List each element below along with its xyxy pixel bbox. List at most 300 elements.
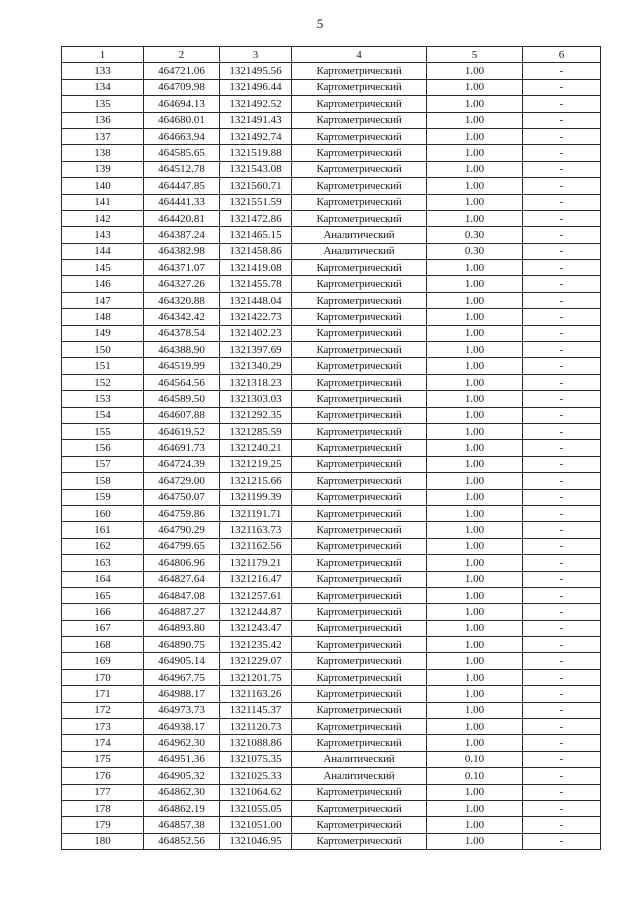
accuracy-cell: 1.00 — [427, 620, 523, 636]
accuracy-cell: 0.10 — [427, 768, 523, 784]
y-coordinate-cell: 1321088.86 — [220, 735, 292, 751]
method-cell: Аналитический — [292, 243, 427, 259]
note-cell: - — [523, 637, 601, 653]
point-number-cell: 152 — [62, 374, 144, 390]
point-number-cell: 166 — [62, 604, 144, 620]
accuracy-cell: 1.00 — [427, 456, 523, 472]
table-row — [62, 522, 601, 538]
method-cell: Картометрический — [292, 489, 427, 505]
method-cell: Картометрический — [292, 63, 427, 79]
accuracy-cell: 0.10 — [427, 751, 523, 767]
point-number-cell: 140 — [62, 178, 144, 194]
table-row — [62, 653, 601, 669]
x-coordinate-cell: 464388.90 — [144, 342, 220, 358]
point-number-cell: 156 — [62, 440, 144, 456]
point-number-cell: 171 — [62, 686, 144, 702]
method-cell: Картометрический — [292, 423, 427, 439]
x-coordinate-cell: 464694.13 — [144, 96, 220, 112]
y-coordinate-cell: 1321292.35 — [220, 407, 292, 423]
table-row — [62, 128, 601, 144]
note-cell: - — [523, 735, 601, 751]
note-cell: - — [523, 194, 601, 210]
x-coordinate-cell: 464564.56 — [144, 374, 220, 390]
accuracy-cell: 1.00 — [427, 423, 523, 439]
note-cell: - — [523, 440, 601, 456]
point-number-cell: 168 — [62, 637, 144, 653]
point-number-cell: 158 — [62, 473, 144, 489]
table-row — [62, 784, 601, 800]
note-cell: - — [523, 620, 601, 636]
y-coordinate-cell: 1321257.61 — [220, 587, 292, 603]
method-cell: Картометрический — [292, 194, 427, 210]
x-coordinate-cell: 464585.65 — [144, 145, 220, 161]
column-header-2: 2 — [144, 47, 220, 63]
method-cell: Картометрический — [292, 653, 427, 669]
method-cell: Картометрический — [292, 637, 427, 653]
x-coordinate-cell: 464327.26 — [144, 276, 220, 292]
note-cell: - — [523, 768, 601, 784]
x-coordinate-cell: 464750.07 — [144, 489, 220, 505]
accuracy-cell: 1.00 — [427, 735, 523, 751]
accuracy-cell: 1.00 — [427, 145, 523, 161]
accuracy-cell: 1.00 — [427, 96, 523, 112]
accuracy-cell: 1.00 — [427, 538, 523, 554]
method-cell: Картометрический — [292, 719, 427, 735]
method-cell: Картометрический — [292, 784, 427, 800]
y-coordinate-cell: 1321455.78 — [220, 276, 292, 292]
table-row — [62, 407, 601, 423]
point-number-cell: 146 — [62, 276, 144, 292]
point-number-cell: 142 — [62, 210, 144, 226]
point-number-cell: 133 — [62, 63, 144, 79]
y-coordinate-cell: 1321215.66 — [220, 473, 292, 489]
column-header-1: 1 — [62, 47, 144, 63]
table-row — [62, 292, 601, 308]
coordinates-table — [61, 46, 601, 850]
x-coordinate-cell: 464890.75 — [144, 637, 220, 653]
table-row — [62, 702, 601, 718]
y-coordinate-cell: 1321491.43 — [220, 112, 292, 128]
y-coordinate-cell: 1321472.86 — [220, 210, 292, 226]
note-cell: - — [523, 489, 601, 505]
x-coordinate-cell: 464663.94 — [144, 128, 220, 144]
page-number: 5 — [316, 16, 324, 31]
accuracy-cell: 1.00 — [427, 210, 523, 226]
table-row — [62, 112, 601, 128]
accuracy-cell: 1.00 — [427, 505, 523, 521]
y-coordinate-cell: 1321551.59 — [220, 194, 292, 210]
point-number-cell: 153 — [62, 391, 144, 407]
note-cell: - — [523, 833, 601, 849]
note-cell: - — [523, 342, 601, 358]
accuracy-cell: 1.00 — [427, 391, 523, 407]
x-coordinate-cell: 464589.50 — [144, 391, 220, 407]
table-row — [62, 276, 601, 292]
y-coordinate-cell: 1321492.52 — [220, 96, 292, 112]
point-number-cell: 175 — [62, 751, 144, 767]
table-row — [62, 735, 601, 751]
method-cell: Картометрический — [292, 833, 427, 849]
table-row — [62, 145, 601, 161]
method-cell: Картометрический — [292, 505, 427, 521]
note-cell: - — [523, 423, 601, 439]
x-coordinate-cell: 464378.54 — [144, 325, 220, 341]
y-coordinate-cell: 1321318.23 — [220, 374, 292, 390]
table-row — [62, 309, 601, 325]
table-row — [62, 686, 601, 702]
accuracy-cell: 0.30 — [427, 243, 523, 259]
x-coordinate-cell: 464790.29 — [144, 522, 220, 538]
point-number-cell: 137 — [62, 128, 144, 144]
note-cell: - — [523, 784, 601, 800]
note-cell: - — [523, 800, 601, 816]
table-row — [62, 161, 601, 177]
y-coordinate-cell: 1321458.86 — [220, 243, 292, 259]
y-coordinate-cell: 1321419.08 — [220, 260, 292, 276]
note-cell: - — [523, 145, 601, 161]
note-cell: - — [523, 522, 601, 538]
point-number-cell: 178 — [62, 800, 144, 816]
accuracy-cell: 1.00 — [427, 178, 523, 194]
method-cell: Картометрический — [292, 178, 427, 194]
y-coordinate-cell: 1321219.25 — [220, 456, 292, 472]
point-number-cell: 163 — [62, 555, 144, 571]
y-coordinate-cell: 1321075.35 — [220, 751, 292, 767]
accuracy-cell: 1.00 — [427, 128, 523, 144]
y-coordinate-cell: 1321492.74 — [220, 128, 292, 144]
point-number-cell: 148 — [62, 309, 144, 325]
table-row — [62, 391, 601, 407]
x-coordinate-cell: 464371.07 — [144, 260, 220, 276]
note-cell: - — [523, 587, 601, 603]
accuracy-cell: 1.00 — [427, 325, 523, 341]
accuracy-cell: 1.00 — [427, 489, 523, 505]
x-coordinate-cell: 464951.36 — [144, 751, 220, 767]
method-cell: Картометрический — [292, 555, 427, 571]
table-row — [62, 456, 601, 472]
y-coordinate-cell: 1321191.71 — [220, 505, 292, 521]
x-coordinate-cell: 464721.06 — [144, 63, 220, 79]
y-coordinate-cell: 1321303.03 — [220, 391, 292, 407]
table-row — [62, 227, 601, 243]
accuracy-cell: 1.00 — [427, 374, 523, 390]
method-cell: Картометрический — [292, 817, 427, 833]
note-cell: - — [523, 473, 601, 489]
note-cell: - — [523, 292, 601, 308]
point-number-cell: 149 — [62, 325, 144, 341]
table-row — [62, 637, 601, 653]
y-coordinate-cell: 1321448.04 — [220, 292, 292, 308]
point-number-cell: 144 — [62, 243, 144, 259]
accuracy-cell: 1.00 — [427, 522, 523, 538]
y-coordinate-cell: 1321025.33 — [220, 768, 292, 784]
table-row — [62, 669, 601, 685]
note-cell: - — [523, 309, 601, 325]
x-coordinate-cell: 464967.75 — [144, 669, 220, 685]
table-row — [62, 358, 601, 374]
note-cell: - — [523, 161, 601, 177]
accuracy-cell: 1.00 — [427, 194, 523, 210]
note-cell: - — [523, 325, 601, 341]
y-coordinate-cell: 1321163.26 — [220, 686, 292, 702]
accuracy-cell: 1.00 — [427, 653, 523, 669]
accuracy-cell: 0.30 — [427, 227, 523, 243]
table-row — [62, 751, 601, 767]
method-cell: Картометрический — [292, 686, 427, 702]
table-row — [62, 817, 601, 833]
method-cell: Картометрический — [292, 325, 427, 341]
x-coordinate-cell: 464691.73 — [144, 440, 220, 456]
point-number-cell: 173 — [62, 719, 144, 735]
table-row — [62, 374, 601, 390]
y-coordinate-cell: 1321201.75 — [220, 669, 292, 685]
x-coordinate-cell: 464387.24 — [144, 227, 220, 243]
note-cell: - — [523, 702, 601, 718]
note-cell: - — [523, 751, 601, 767]
y-coordinate-cell: 1321229.07 — [220, 653, 292, 669]
method-cell: Картометрический — [292, 145, 427, 161]
method-cell: Картометрический — [292, 620, 427, 636]
point-number-cell: 179 — [62, 817, 144, 833]
point-number-cell: 176 — [62, 768, 144, 784]
y-coordinate-cell: 1321162.56 — [220, 538, 292, 554]
x-coordinate-cell: 464847.08 — [144, 587, 220, 603]
method-cell: Картометрический — [292, 210, 427, 226]
column-header-3: 3 — [220, 47, 292, 63]
y-coordinate-cell: 1321163.73 — [220, 522, 292, 538]
y-coordinate-cell: 1321055.05 — [220, 800, 292, 816]
table-row — [62, 440, 601, 456]
method-cell: Картометрический — [292, 522, 427, 538]
point-number-cell: 145 — [62, 260, 144, 276]
y-coordinate-cell: 1321560.71 — [220, 178, 292, 194]
y-coordinate-cell: 1321120.73 — [220, 719, 292, 735]
table-row — [62, 555, 601, 571]
method-cell: Картометрический — [292, 473, 427, 489]
point-number-cell: 139 — [62, 161, 144, 177]
table-row — [62, 768, 601, 784]
note-cell: - — [523, 178, 601, 194]
table-body — [62, 63, 601, 850]
note-cell: - — [523, 538, 601, 554]
column-header-5: 5 — [427, 47, 523, 63]
accuracy-cell: 1.00 — [427, 358, 523, 374]
column-header-4: 4 — [292, 47, 427, 63]
table-row — [62, 325, 601, 341]
accuracy-cell: 1.00 — [427, 800, 523, 816]
table-row — [62, 79, 601, 95]
point-number-cell: 180 — [62, 833, 144, 849]
note-cell: - — [523, 243, 601, 259]
method-cell: Картометрический — [292, 79, 427, 95]
table-row — [62, 604, 601, 620]
note-cell: - — [523, 686, 601, 702]
point-number-cell: 136 — [62, 112, 144, 128]
accuracy-cell: 1.00 — [427, 161, 523, 177]
note-cell: - — [523, 112, 601, 128]
accuracy-cell: 1.00 — [427, 784, 523, 800]
x-coordinate-cell: 464862.19 — [144, 800, 220, 816]
x-coordinate-cell: 464799.65 — [144, 538, 220, 554]
accuracy-cell: 1.00 — [427, 555, 523, 571]
accuracy-cell: 1.00 — [427, 112, 523, 128]
y-coordinate-cell: 1321495.56 — [220, 63, 292, 79]
accuracy-cell: 1.00 — [427, 407, 523, 423]
accuracy-cell: 1.00 — [427, 309, 523, 325]
method-cell: Аналитический — [292, 751, 427, 767]
x-coordinate-cell: 464342.42 — [144, 309, 220, 325]
x-coordinate-cell: 464893.80 — [144, 620, 220, 636]
note-cell: - — [523, 571, 601, 587]
point-number-cell: 150 — [62, 342, 144, 358]
point-number-cell: 174 — [62, 735, 144, 751]
point-number-cell: 164 — [62, 571, 144, 587]
accuracy-cell: 1.00 — [427, 260, 523, 276]
x-coordinate-cell: 464441.33 — [144, 194, 220, 210]
method-cell: Картометрический — [292, 456, 427, 472]
note-cell: - — [523, 63, 601, 79]
accuracy-cell: 1.00 — [427, 702, 523, 718]
x-coordinate-cell: 464729.00 — [144, 473, 220, 489]
accuracy-cell: 1.00 — [427, 473, 523, 489]
note-cell: - — [523, 456, 601, 472]
method-cell: Картометрический — [292, 669, 427, 685]
accuracy-cell: 1.00 — [427, 719, 523, 735]
y-coordinate-cell: 1321216.47 — [220, 571, 292, 587]
point-number-cell: 170 — [62, 669, 144, 685]
method-cell: Картометрический — [292, 587, 427, 603]
point-number-cell: 155 — [62, 423, 144, 439]
y-coordinate-cell: 1321235.42 — [220, 637, 292, 653]
point-number-cell: 141 — [62, 194, 144, 210]
point-number-cell: 161 — [62, 522, 144, 538]
y-coordinate-cell: 1321543.08 — [220, 161, 292, 177]
y-coordinate-cell: 1321496.44 — [220, 79, 292, 95]
y-coordinate-cell: 1321519.88 — [220, 145, 292, 161]
note-cell: - — [523, 391, 601, 407]
method-cell: Картометрический — [292, 276, 427, 292]
method-cell: Картометрический — [292, 604, 427, 620]
table-row — [62, 260, 601, 276]
y-coordinate-cell: 1321051.00 — [220, 817, 292, 833]
method-cell: Картометрический — [292, 96, 427, 112]
method-cell: Картометрический — [292, 571, 427, 587]
accuracy-cell: 1.00 — [427, 440, 523, 456]
note-cell: - — [523, 358, 601, 374]
table-row — [62, 473, 601, 489]
table-row — [62, 800, 601, 816]
method-cell: Картометрический — [292, 309, 427, 325]
table-row — [62, 210, 601, 226]
point-number-cell: 147 — [62, 292, 144, 308]
y-coordinate-cell: 1321402.23 — [220, 325, 292, 341]
table-row — [62, 194, 601, 210]
x-coordinate-cell: 464519.99 — [144, 358, 220, 374]
table-row — [62, 620, 601, 636]
method-cell: Аналитический — [292, 227, 427, 243]
accuracy-cell: 1.00 — [427, 817, 523, 833]
table-row — [62, 423, 601, 439]
y-coordinate-cell: 1321240.21 — [220, 440, 292, 456]
accuracy-cell: 1.00 — [427, 587, 523, 603]
x-coordinate-cell: 464447.85 — [144, 178, 220, 194]
accuracy-cell: 1.00 — [427, 342, 523, 358]
x-coordinate-cell: 464382.98 — [144, 243, 220, 259]
note-cell: - — [523, 210, 601, 226]
point-number-cell: 167 — [62, 620, 144, 636]
point-number-cell: 177 — [62, 784, 144, 800]
note-cell: - — [523, 719, 601, 735]
table-header-row — [62, 47, 601, 63]
x-coordinate-cell: 464680.01 — [144, 112, 220, 128]
x-coordinate-cell: 464973.73 — [144, 702, 220, 718]
method-cell: Аналитический — [292, 768, 427, 784]
method-cell: Картометрический — [292, 702, 427, 718]
method-cell: Картометрический — [292, 800, 427, 816]
accuracy-cell: 1.00 — [427, 292, 523, 308]
y-coordinate-cell: 1321199.39 — [220, 489, 292, 505]
x-coordinate-cell: 464938.17 — [144, 719, 220, 735]
table-row — [62, 571, 601, 587]
table-row — [62, 342, 601, 358]
x-coordinate-cell: 464887.27 — [144, 604, 220, 620]
table-row — [62, 489, 601, 505]
method-cell: Картометрический — [292, 735, 427, 751]
point-number-cell: 165 — [62, 587, 144, 603]
accuracy-cell: 1.00 — [427, 79, 523, 95]
note-cell: - — [523, 79, 601, 95]
note-cell: - — [523, 407, 601, 423]
point-number-cell: 157 — [62, 456, 144, 472]
x-coordinate-cell: 464905.14 — [144, 653, 220, 669]
note-cell: - — [523, 276, 601, 292]
x-coordinate-cell: 464420.81 — [144, 210, 220, 226]
point-number-cell: 143 — [62, 227, 144, 243]
x-coordinate-cell: 464607.88 — [144, 407, 220, 423]
point-number-cell: 135 — [62, 96, 144, 112]
note-cell: - — [523, 604, 601, 620]
method-cell: Картометрический — [292, 292, 427, 308]
y-coordinate-cell: 1321243.47 — [220, 620, 292, 636]
point-number-cell: 151 — [62, 358, 144, 374]
x-coordinate-cell: 464962.30 — [144, 735, 220, 751]
y-coordinate-cell: 1321465.15 — [220, 227, 292, 243]
table-row — [62, 243, 601, 259]
y-coordinate-cell: 1321046.95 — [220, 833, 292, 849]
accuracy-cell: 1.00 — [427, 637, 523, 653]
y-coordinate-cell: 1321422.73 — [220, 309, 292, 325]
method-cell: Картометрический — [292, 260, 427, 276]
note-cell: - — [523, 128, 601, 144]
table-row — [62, 719, 601, 735]
point-number-cell: 162 — [62, 538, 144, 554]
method-cell: Картометрический — [292, 538, 427, 554]
x-coordinate-cell: 464724.39 — [144, 456, 220, 472]
accuracy-cell: 1.00 — [427, 604, 523, 620]
method-cell: Картометрический — [292, 128, 427, 144]
accuracy-cell: 1.00 — [427, 669, 523, 685]
method-cell: Картометрический — [292, 407, 427, 423]
x-coordinate-cell: 464862.30 — [144, 784, 220, 800]
table-row — [62, 96, 601, 112]
table-row — [62, 505, 601, 521]
table-row — [62, 538, 601, 554]
x-coordinate-cell: 464759.86 — [144, 505, 220, 521]
note-cell: - — [523, 653, 601, 669]
y-coordinate-cell: 1321145.37 — [220, 702, 292, 718]
note-cell: - — [523, 260, 601, 276]
table-row — [62, 63, 601, 79]
